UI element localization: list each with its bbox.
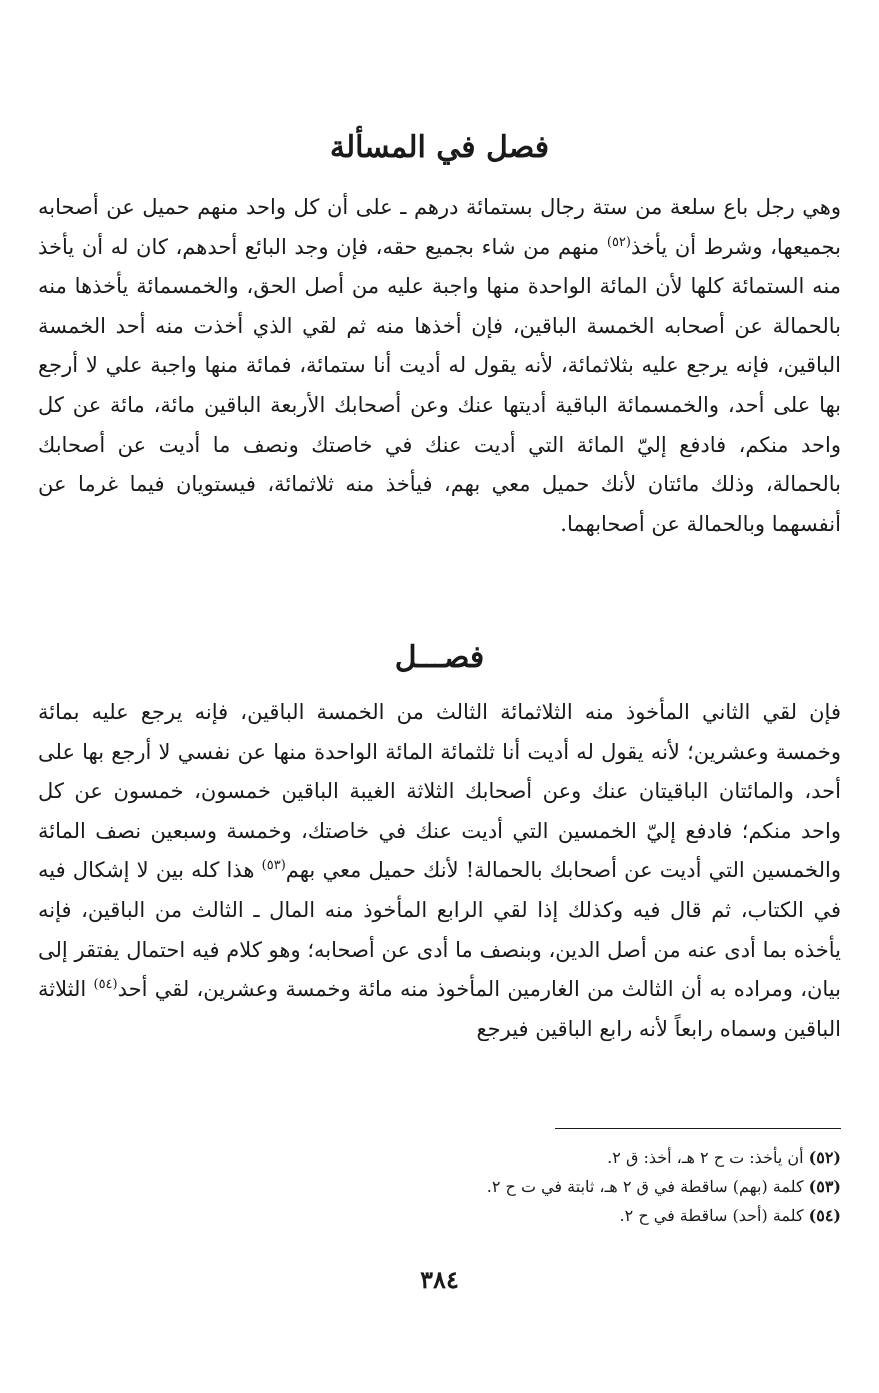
footnote-number: (٥٣) bbox=[808, 1177, 841, 1196]
paragraph-1-text-b: منهم من شاء بجميع حقه، فإن وجد البائع أحدهم، كان له أن يأخذ منه الستمائة كلها لأن المائة الواحدة منها واجبة عليه من أصل الحق، والخمسمائة يأخذها منه بالحمالة عن أصحابه الخمسة الباقين، فإن أخذها منه ثم لقي الذي أخذت منه أحد الخمسة الباقين، فإنه يرجع عليه بثلاثمائة، لأنه يقول له أديت أنا ستمائة، فمائة منها واجبة علي لا أرجع بها على أحد، والخمسمائة الباقية أديتها عنك وعن أصحابك الأربعة الباقين مائة، مائة عن كل واحد منكم، فادفع إليّ المائة التي أديت عنك في خاصتك ونصف ما أديت عن أصحابك بالحمالة، وذلك مائتان لأنك حميل معي بهم، فيأخذ منه ثلاثمائة، فيستويان فيما غرما عن أنفسهما وبالحمالة عن أصحابهما. bbox=[38, 234, 841, 536]
subsection-heading: فصـــل bbox=[394, 640, 485, 675]
document-page bbox=[38, 0, 841, 1393]
paragraph-2-text-a: فإن لقي الثاني المأخوذ منه الثلاثمائة الثالث من الخمسة الباقين، فإنه يرجع عليه بمائة وخمسة وعشرين؛ لأنه يقول له أديت أنا ثلثمائة المائة الواحدة منها عن نفسي لا أرجع بها على أحد، والمائتان الباقيتان عنك وعن أصحابك الثلاثة الغيبة الباقين خمسون، خمسون عن كل واحد منكم؛ فادفع إليّ الخمسين التي أديت عنك في خاصتك، وخمسة وسبعين نصف المائة والخمسين التي أديت عن أصحابك بالحمالة! لأنك حميل معي بهم bbox=[38, 700, 841, 883]
paragraph-2 bbox=[38, 693, 841, 1049]
footnote-ref-54: (٥٤) bbox=[93, 977, 118, 993]
paragraph-2-text-b: هذا كله بين لا إشكال فيه في الكتاب، ثم قال فيه وكذلك إذا لقي الرابع المأخوذ منه المال ـ الثالث من الباقين، فإنه يأخذه بما أدى عنه من أصل الدين، وبنصف ما أدى عن أصحابه؛ وهو كلام فيه احتمال يفتقر إلى بيان، ومراده به أن الثالث من الغارمين المأخوذ منه مائة وخمسة وعشرين، لقي أحد bbox=[38, 858, 841, 1002]
footnote-number: (٥٤) bbox=[808, 1206, 841, 1225]
page-number: ٣٨٤ bbox=[420, 1265, 459, 1294]
footnote-ref-53: (٥٣) bbox=[261, 858, 286, 874]
footnotes-list bbox=[38, 1143, 841, 1230]
footnote-ref-52: (٥٢) bbox=[606, 234, 631, 250]
footnote-number: (٥٢) bbox=[808, 1148, 841, 1167]
footnote-item bbox=[38, 1172, 841, 1201]
footnote-text: كلمة (أحد) ساقطة في ح ٢. bbox=[619, 1206, 809, 1225]
paragraph-1 bbox=[38, 188, 841, 544]
paragraph-1-text-a: وهي رجل باع سلعة من ستة رجال بستمائة درهم ـ على أن كل واحد منهم حميل عن أصحابه بجميعها، وشرط أن يأخذ bbox=[38, 195, 842, 259]
paragraph-2-text-c: الثلاثة الباقين وسماه رابعاً لأنه رابع الباقين فيرجع bbox=[38, 977, 841, 1041]
footnote-text: كلمة (بهم) ساقطة في ق ٢ هـ، ثابتة في ت ح ٢. bbox=[486, 1177, 809, 1196]
footnote-text: أن يأخذ: ت ح ٢ هـ، أخذ: ق ٢. bbox=[607, 1148, 809, 1167]
section-heading: فصل في المسألة bbox=[329, 130, 550, 165]
footnote-divider bbox=[555, 1128, 841, 1129]
footnote-item bbox=[38, 1201, 841, 1230]
footnote-item bbox=[38, 1143, 841, 1172]
